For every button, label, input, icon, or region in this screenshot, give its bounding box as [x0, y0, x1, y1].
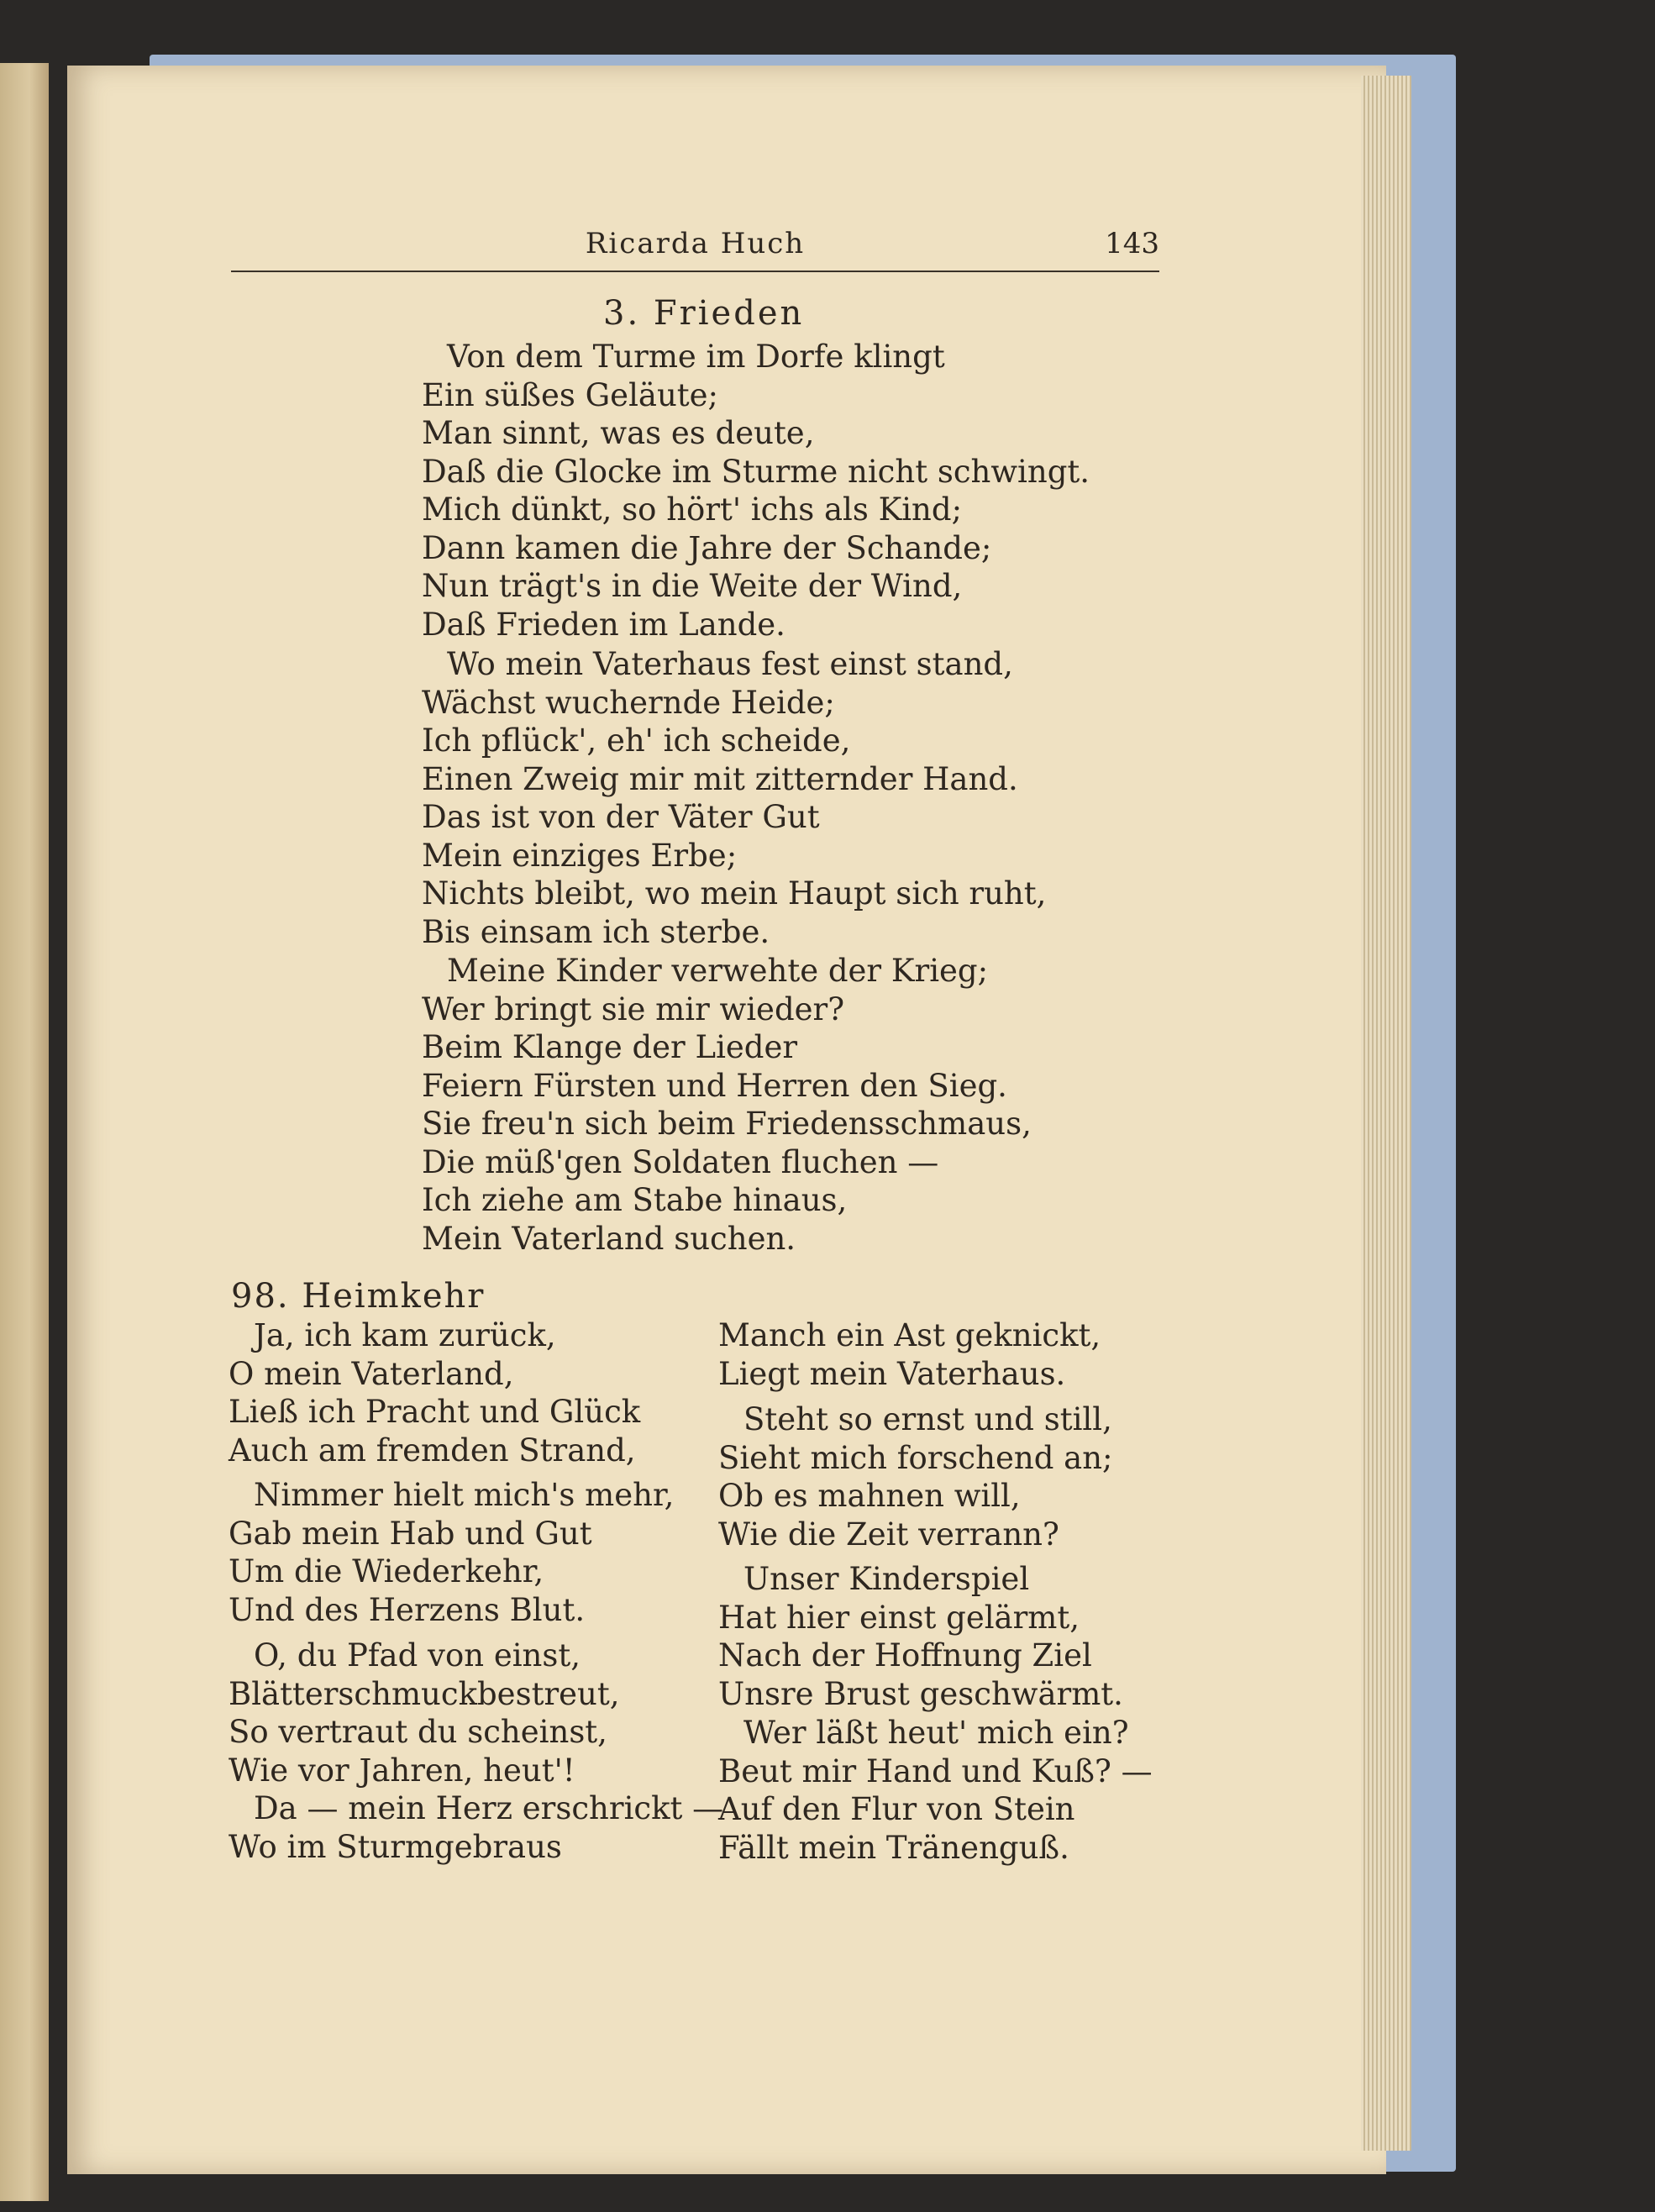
- verse-line: Um die Wiederkehr,: [229, 1553, 544, 1589]
- verse-line: Nimmer hielt mich's mehr,: [254, 1477, 675, 1513]
- verse-line: Auf den Flur von Stein: [718, 1791, 1075, 1827]
- verse-line: Sieht mich forschend an;: [718, 1439, 1113, 1476]
- poem-title: 3. Frieden: [603, 294, 805, 333]
- verse-line: Ja, ich kam zurück,: [254, 1317, 556, 1353]
- verse-line: Wer läßt heut' mich ein?: [743, 1715, 1129, 1751]
- verse-line: Feiern Fürsten und Herren den Sieg.: [422, 1067, 1007, 1104]
- poem-stanza-1: [422, 338, 1090, 644]
- verse-line: Ein süßes Geläute;: [422, 376, 719, 413]
- verse-line: Wo im Sturmgebraus: [229, 1828, 562, 1865]
- verse-line: Mich dünkt, so hört' ichs als Kind;: [422, 491, 963, 528]
- verse-line: Unsre Brust geschwärmt.: [718, 1675, 1123, 1712]
- verse-line: Mein einziges Erbe;: [422, 837, 738, 874]
- verse-line: Man sinnt, was es deute,: [422, 415, 815, 451]
- poem-stanza-3: [422, 952, 1032, 1258]
- verse-line: Fällt mein Tränenguß.: [718, 1829, 1069, 1866]
- verse-line: Ich pflück', eh' ich scheide,: [422, 722, 851, 759]
- page-header: [231, 227, 1159, 272]
- left-page-edge: [0, 63, 49, 2201]
- section-title: 98. Heimkehr: [231, 1277, 486, 1316]
- verse-line: Auch am fremden Strand,: [229, 1432, 636, 1469]
- heimkehr-right-stanza-4: [718, 1714, 1153, 1867]
- heimkehr-right-stanza-1: [718, 1316, 1101, 1393]
- verse-line: Steht so ernst und still,: [743, 1401, 1112, 1437]
- verse-line: Blätterschmuckbestreut,: [229, 1675, 620, 1712]
- verse-line: Nach der Hoffnung Ziel: [718, 1637, 1092, 1673]
- page-edges: [1361, 76, 1411, 2151]
- verse-line: Wo mein Vaterhaus fest einst stand,: [447, 646, 1013, 682]
- verse-line: Dann kamen die Jahre der Schande;: [422, 529, 992, 566]
- verse-line: Die müß'gen Soldaten fluchen —: [422, 1143, 939, 1180]
- heimkehr-left-stanza-3: [229, 1637, 619, 1789]
- verse-line: So vertraut du scheinst,: [229, 1714, 607, 1750]
- verse-line: Daß die Glocke im Sturme nicht schwingt.: [422, 453, 1090, 490]
- verse-line: Wer bringt sie mir wieder?: [422, 990, 845, 1027]
- verse-line: Daß Frieden im Lande.: [422, 606, 785, 643]
- verse-line: Unser Kinderspiel: [743, 1561, 1030, 1597]
- verse-line: Das ist von der Väter Gut: [422, 799, 820, 835]
- page-number: 143: [1105, 227, 1159, 260]
- verse-line: Da — mein Herz erschrickt —: [254, 1790, 724, 1826]
- running-head: Ricarda Huch: [585, 227, 806, 260]
- verse-line: Mein Vaterland suchen.: [422, 1220, 796, 1257]
- heimkehr-right-stanza-2: [718, 1400, 1113, 1553]
- heimkehr-left-stanza-2: [229, 1476, 674, 1629]
- verse-line: Ließ ich Pracht und Glück: [229, 1394, 641, 1430]
- verse-line: Und des Herzens Blut.: [229, 1591, 586, 1628]
- verse-line: Bis einsam ich sterbe.: [422, 913, 770, 950]
- verse-line: O, du Pfad von einst,: [254, 1637, 581, 1673]
- verse-line: Liegt mein Vaterhaus.: [718, 1355, 1066, 1392]
- poem-stanza-2: [422, 645, 1046, 951]
- verse-line: Einen Zweig mir mit zitternder Hand.: [422, 760, 1018, 797]
- heimkehr-right-stanza-3: [718, 1560, 1123, 1713]
- verse-line: Beut mir Hand und Kuß? —: [718, 1752, 1153, 1789]
- verse-line: Meine Kinder verwehte der Krieg;: [447, 953, 989, 989]
- verse-line: Ich ziehe am Stabe hinaus,: [422, 1182, 848, 1218]
- verse-line: O mein Vaterland,: [229, 1355, 514, 1392]
- verse-line: Manch ein Ast geknickt,: [718, 1317, 1101, 1353]
- verse-line: Nun trägt's in die Weite der Wind,: [422, 568, 963, 604]
- verse-line: Gab mein Hab und Gut: [229, 1515, 592, 1552]
- verse-line: Hat hier einst gelärmt,: [718, 1599, 1080, 1636]
- verse-line: Nichts bleibt, wo mein Haupt sich ruht,: [422, 875, 1047, 912]
- heimkehr-left-stanza-1: [229, 1316, 640, 1469]
- verse-line: Beim Klange der Lieder: [422, 1029, 798, 1065]
- verse-line: Wie die Zeit verrann?: [718, 1516, 1059, 1553]
- verse-line: Ob es mahnen will,: [718, 1478, 1021, 1514]
- verse-line: Sie freu'n sich beim Friedensschmaus,: [422, 1106, 1032, 1142]
- verse-line: Von dem Turme im Dorfe klingt: [447, 339, 945, 375]
- verse-line: Wächst wuchernde Heide;: [422, 684, 835, 721]
- heimkehr-left-stanza-4: [229, 1789, 723, 1866]
- verse-line: Wie vor Jahren, heut'!: [229, 1752, 575, 1789]
